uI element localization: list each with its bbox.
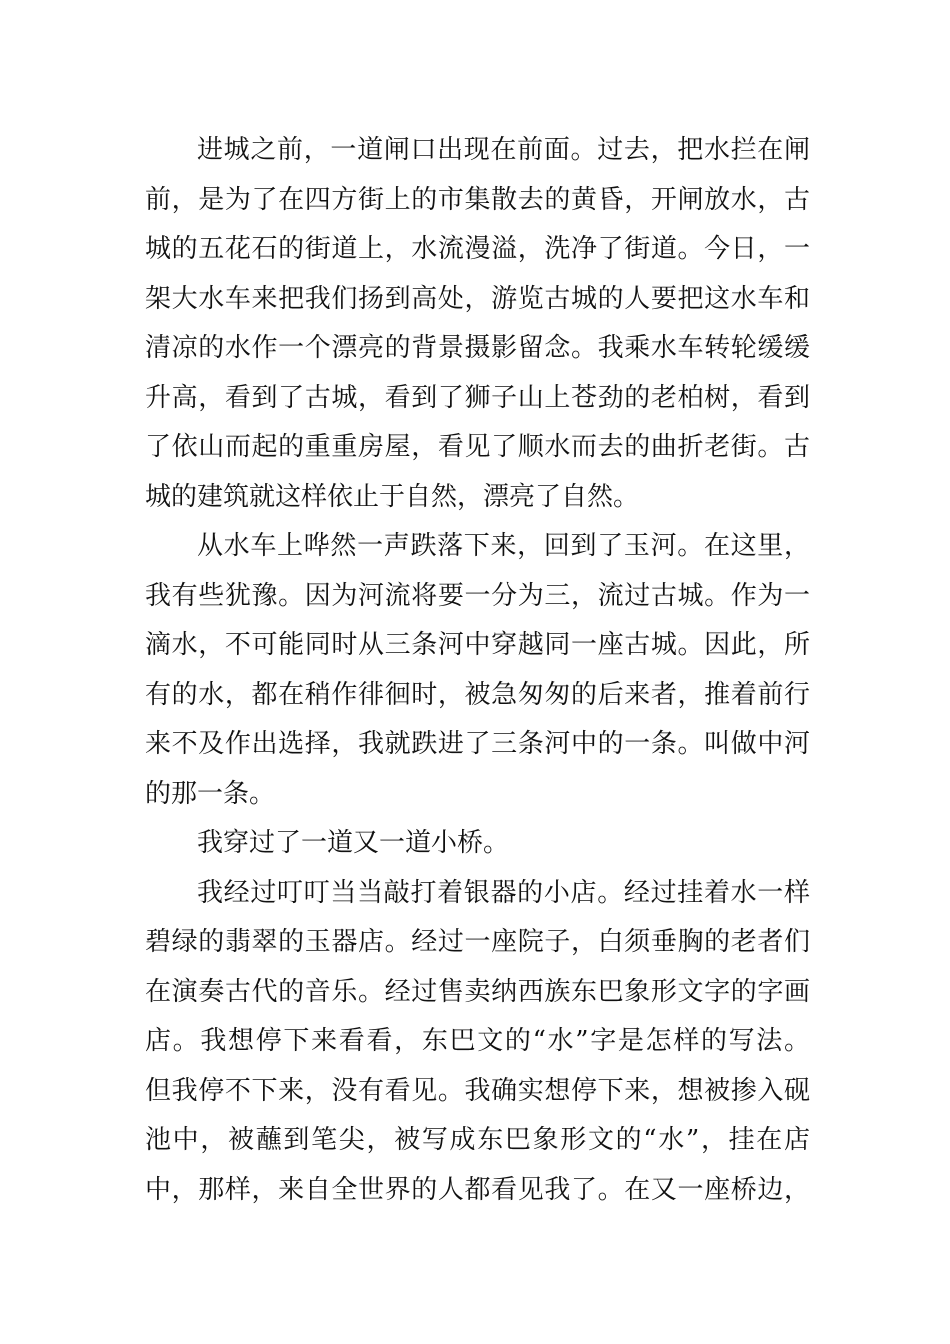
paragraph-2 [145,522,810,819]
text-line: 中，那样，来自全世界的人都看见我了。在又一座桥边， [145,1174,810,1205]
text-line: 来不及作出选择，我就跌进了三条河中的一条。叫做中河 [145,729,810,759]
text-line: 城的建筑就这样依止于自然，漂亮了自然。 [145,481,640,512]
text-line: 架大水车来把我们扬到高处，游览古城的人要把这水车和 [145,283,810,314]
body-text [145,126,810,1215]
text-line: 了依山而起的重重房屋，看见了顺水而去的曲折老街。古 [145,432,810,462]
text-line: 有的水，都在稍作徘徊时，被急匆匆的后来者，推着前行 [145,679,810,710]
paragraph-4 [145,869,810,1216]
text-line: 进城之前，一道闸口出现在前面。过去，把水拦在闸 [197,135,810,165]
text-line: 我有些犹豫。因为河流将要一分为三，流过古城。作为一 [145,580,810,611]
paragraph-1 [145,126,810,522]
text-line: 池中，被蘸到笔尖，被写成东巴象形文的“水”，挂在店 [145,1125,810,1155]
text-line: 在演奏古代的音乐。经过售卖纳西族东巴象形文字的字画 [145,976,810,1007]
text-line: 滴水，不可能同时从三条河中穿越同一座古城。因此，所 [145,630,810,660]
text-line: 店。我想停下来看看，东巴文的“水”字是怎样的写法。 [145,1026,810,1056]
text-line: 但我停不下来，没有看见。我确实想停下来，想被掺入砚 [145,1075,810,1106]
text-line: 我经过叮叮当当敲打着银器的小店。经过挂着水一样 [197,877,810,908]
paragraph-3 [145,819,810,869]
text-line: 城的五花石的街道上，水流漫溢，洗净了街道。今日，一 [145,234,810,264]
text-line: 升高，看到了古城，看到了狮子山上苍劲的老柏树，看到 [145,382,810,413]
text-line: 从水车上哗然一声跌落下来，回到了玉河。在这里， [197,531,810,561]
text-line: 碧绿的翡翠的玉器店。经过一座院子，白须垂胸的老者们 [145,927,810,957]
text-line: 前，是为了在四方街上的市集散去的黄昏，开闸放水，古 [145,184,810,215]
text-line: 清凉的水作一个漂亮的背景摄影留念。我乘水车转轮缓缓 [145,333,810,363]
text-line: 的那一条。 [145,778,276,809]
text-line: 我穿过了一道又一道小桥。 [197,828,510,858]
